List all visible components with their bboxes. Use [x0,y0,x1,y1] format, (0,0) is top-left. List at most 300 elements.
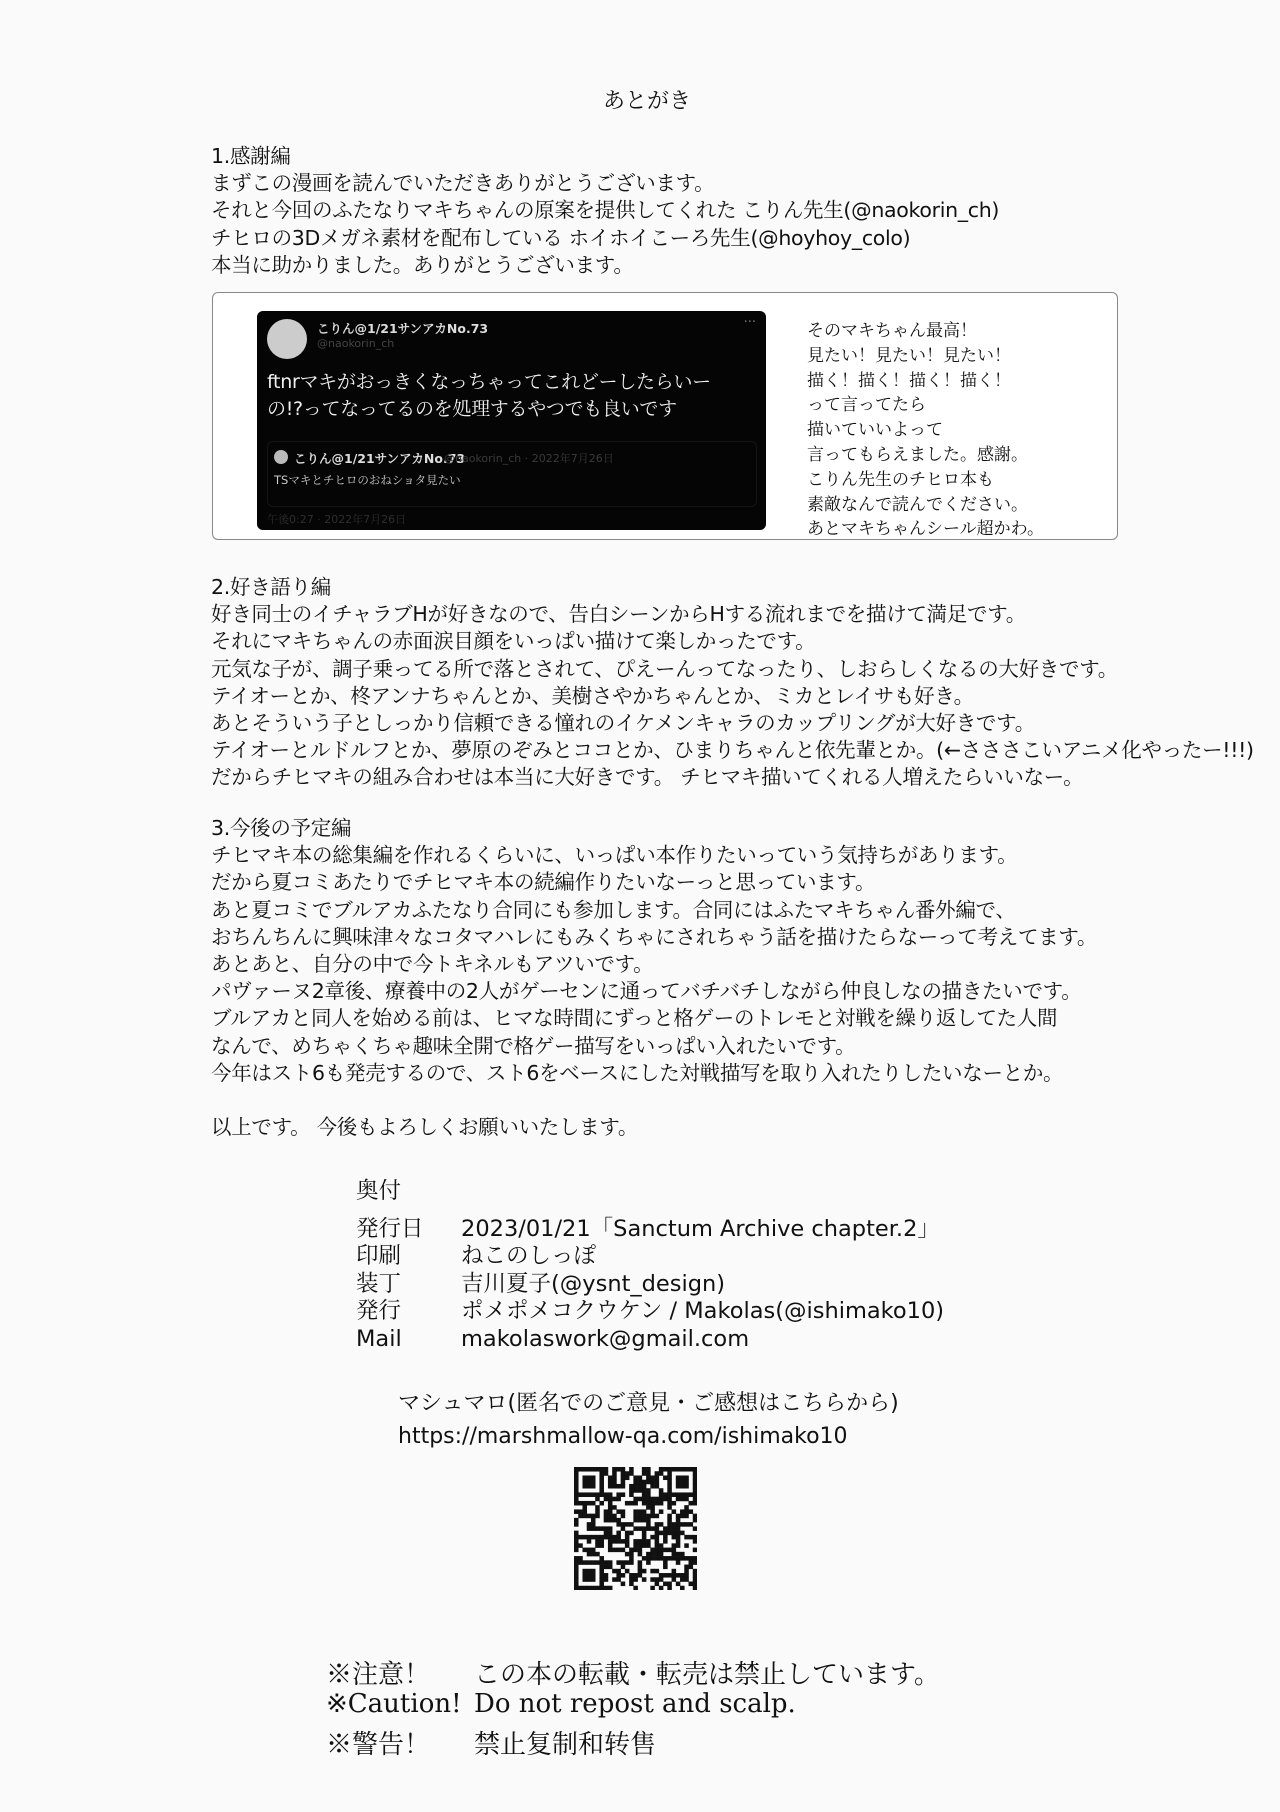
qr-module [684,1480,689,1485]
qr-module [587,1484,592,1489]
qr-module [633,1539,638,1544]
qr-module [616,1531,621,1536]
qr-module [629,1484,634,1489]
qr-module [595,1535,600,1540]
qr-module [676,1514,681,1519]
qr-module [574,1518,579,1523]
qr-module [646,1539,651,1544]
qr-module [574,1467,579,1472]
note-line: 言ってもらえました。感謝。 [807,444,1028,465]
qr-module [676,1531,681,1536]
qr-module [587,1569,592,1574]
qr-module [612,1569,617,1574]
qr-module [629,1582,634,1587]
qr-module [587,1586,592,1590]
qr-module [672,1492,677,1497]
qr-module [676,1497,681,1502]
qr-module [676,1475,681,1480]
qr-module [633,1573,638,1578]
qr-module [676,1560,681,1565]
qr-module [693,1577,697,1582]
qr-module [574,1522,579,1527]
qr-module [655,1497,660,1502]
qr-module [616,1573,621,1578]
qr-module [599,1573,604,1578]
qr-module [604,1560,609,1565]
qr-module [587,1548,592,1553]
qr-module [684,1573,689,1578]
qr-module [599,1543,604,1548]
marshmallow-url[interactable]: https://marshmallow-qa.com/ishimako10 [398,1424,848,1449]
qr-module [587,1577,592,1582]
qr-module [676,1522,681,1527]
qr-module [642,1467,647,1472]
qr-module [642,1569,647,1574]
qr-module [638,1565,643,1570]
qr-module [621,1509,626,1514]
qr-module [629,1501,634,1506]
qr-module [689,1467,694,1472]
qr-module [574,1586,579,1590]
qr-module [638,1543,643,1548]
qr-module [633,1526,638,1531]
qr-module [574,1569,579,1574]
qr-module [672,1543,677,1548]
warning-text: この本の転載・転売は禁止しています。 [474,1660,940,1690]
text-line: 今年はスト6も発売するので、スト6をベースにした対戦描写を取り入れたりしたいなーとか。 [211,1060,1064,1085]
qr-module [689,1560,694,1565]
qr-module [587,1475,592,1480]
qr-module [663,1539,668,1544]
qr-module [663,1497,668,1502]
marshmallow-label: マシュマロ(匿名でのご意見・ご感想はこちらから) [398,1391,899,1416]
qr-module [574,1497,579,1502]
qr-module [663,1565,668,1570]
qr-module [642,1488,647,1493]
qr-module [693,1582,697,1587]
qr-module [667,1471,672,1476]
qr-module [667,1573,672,1578]
qr-module [604,1535,609,1540]
qr-module [612,1480,617,1485]
qr-module [638,1480,643,1485]
colophon-value: ポメポメコクウケン / Makolas(@ishimako10) [461,1298,945,1324]
qr-module [591,1522,596,1527]
qr-module [587,1467,592,1472]
qr-module [646,1497,651,1502]
qr-module [672,1509,677,1514]
qr-module [659,1497,664,1502]
qr-module [650,1577,655,1582]
closing-text: 以上です。 今後もよろしくお願いいたします。 [211,1114,639,1139]
qr-module [676,1484,681,1489]
qr-module [676,1539,681,1544]
qr-module [659,1552,664,1557]
qr-module [663,1526,668,1531]
qr-module [655,1577,660,1582]
qr-module [667,1582,672,1587]
qr-module [616,1569,621,1574]
qr-module [604,1586,609,1590]
qr-module [587,1573,592,1578]
qr-module [642,1471,647,1476]
qr-module [578,1586,583,1590]
qr-module [655,1522,660,1527]
qr-module [608,1560,613,1565]
qr-module [633,1577,638,1582]
qr-module [659,1501,664,1506]
qr-module [642,1518,647,1523]
colophon-value: ねこのしっぽ [461,1243,597,1269]
qr-module [646,1560,651,1565]
section-thanks [211,143,999,279]
qr-module [655,1548,660,1553]
qr-module [595,1586,600,1590]
qr-module [591,1535,596,1540]
qr-module [582,1586,587,1590]
qr-module [667,1488,672,1493]
qr-module [684,1565,689,1570]
qr-module [574,1560,579,1565]
qr-module [591,1526,596,1531]
qr-module [629,1471,634,1476]
qr-module [693,1526,697,1531]
qr-module [582,1560,587,1565]
qr-module [599,1586,604,1590]
qr-module [608,1539,613,1544]
qr-module [663,1467,668,1472]
qr-module [582,1514,587,1519]
qr-module [599,1539,604,1544]
qr-module [578,1501,583,1506]
qr-module [574,1565,579,1570]
qr-code[interactable] [574,1467,697,1590]
qr-module [633,1488,638,1493]
qr-module [604,1526,609,1531]
tweet-handle: @naokorin_ch [317,337,395,350]
warning-key: ※Caution! [326,1689,462,1719]
qr-module [655,1552,660,1557]
note-line: 見たい！見たい！見たい！ [807,345,1011,366]
qr-module [672,1526,677,1531]
qr-module [650,1505,655,1510]
qr-module [629,1560,634,1565]
qr-module [642,1497,647,1502]
qr-module [587,1514,592,1519]
qr-module [621,1467,626,1472]
qr-module [667,1501,672,1506]
qr-module [595,1539,600,1544]
qr-module [638,1484,643,1489]
qr-module [693,1556,697,1561]
qr-module [672,1501,677,1506]
qr-module [693,1586,697,1590]
qr-module [616,1484,621,1489]
colophon-heading: 奥付 [356,1178,402,1204]
qr-module [684,1505,689,1510]
qr-module [676,1535,681,1540]
colophon-row [356,1216,944,1244]
qr-module [646,1467,651,1472]
qr-module [693,1480,697,1485]
qr-module [578,1492,583,1497]
qr-module [676,1573,681,1578]
qr-module [629,1577,634,1582]
qr-module [599,1471,604,1476]
qr-module [689,1556,694,1561]
qr-module [621,1514,626,1519]
qr-module [642,1501,647,1506]
qr-module [608,1535,613,1540]
qr-module [608,1526,613,1531]
qr-module [591,1467,596,1472]
page-title: あとがき [602,89,691,114]
qr-module [574,1475,579,1480]
qr-module [625,1475,630,1480]
qr-module [638,1548,643,1553]
qr-module [629,1488,634,1493]
qr-module [616,1492,621,1497]
qr-module [625,1552,630,1557]
qr-module [574,1484,579,1489]
qr-module [684,1543,689,1548]
qr-module [655,1569,660,1574]
qr-module [587,1522,592,1527]
text-line: パヴァーヌ2章後、療養中の2人がゲーセンに通ってバチバチしながら仲良しなの描きたいです。 [211,979,1082,1004]
qr-module [621,1573,626,1578]
qr-module [650,1475,655,1480]
text-line: チヒマキ本の総集編を作れるくらいに、いっぱい本作りたいっていう気持ちがあります。 [211,843,1018,868]
qr-module [693,1535,697,1540]
colophon-row [356,1243,944,1271]
qr-module [612,1467,617,1472]
qr-module [625,1471,630,1476]
qr-module [693,1514,697,1519]
qr-module [646,1526,651,1531]
qr-module [604,1492,609,1497]
qr-module [642,1509,647,1514]
qr-module [663,1531,668,1536]
qr-module [646,1501,651,1506]
qr-module [676,1552,681,1557]
qr-module [616,1522,621,1527]
text-line: ブルアカと同人を始める前は、ヒマな時間にずっと格ゲーのトレモと対戦を繰り返してた人間 [211,1006,1058,1031]
qr-module [667,1522,672,1527]
qr-module [650,1497,655,1502]
qr-module [612,1471,617,1476]
tweet-box [212,292,1118,540]
qr-module [621,1471,626,1476]
qr-module [684,1514,689,1519]
qr-module [625,1535,630,1540]
qr-module [612,1518,617,1523]
tweet-time: 午後0:27 · 2022年7月26日 [267,513,407,526]
qr-module [693,1518,697,1523]
qr-module [616,1560,621,1565]
qr-module [599,1492,604,1497]
qr-module [689,1492,694,1497]
qr-module [604,1565,609,1570]
qr-module [638,1518,643,1523]
qr-module [599,1535,604,1540]
qr-module [684,1509,689,1514]
qr-module [693,1492,697,1497]
qr-module [655,1531,660,1536]
qr-module [608,1484,613,1489]
qr-module [650,1484,655,1489]
qr-module [582,1509,587,1514]
qr-module [599,1556,604,1561]
qr-module [650,1556,655,1561]
qr-module [574,1480,579,1485]
warning-key: ※警告！ [326,1730,431,1760]
qr-module [629,1531,634,1536]
qr-module [608,1543,613,1548]
qr-module [587,1501,592,1506]
qr-module [591,1518,596,1523]
qr-module [621,1565,626,1570]
qr-module [650,1514,655,1519]
text-line: あと夏コミでブルアカふたなり合同にも参加します。合同にはふたマキちゃん番外編で、 [211,897,1016,922]
qr-module [595,1505,600,1510]
qr-module [676,1467,681,1472]
avatar [267,319,307,359]
qr-module [621,1480,626,1485]
qr-module [582,1569,587,1574]
text-line: おちんちんに興味津々なコタマハレにもみくちゃにされちゃう話を描けたらなーって考えてます。 [211,924,1098,949]
qr-module [659,1573,664,1578]
quote-author: こりん@1/21サンアカNo.73 [294,451,466,466]
qr-module [604,1577,609,1582]
section-heading: 1.感謝編 [211,144,291,168]
qr-module [595,1497,600,1502]
qr-module [684,1497,689,1502]
qr-module [574,1539,579,1544]
qr-module [659,1556,664,1561]
qr-module [650,1548,655,1553]
qr-module [684,1522,689,1527]
qr-module [625,1531,630,1536]
qr-module [582,1573,587,1578]
qr-module [591,1560,596,1565]
qr-module [667,1531,672,1536]
qr-module [680,1467,685,1472]
qr-module [591,1501,596,1506]
qr-module [574,1501,579,1506]
text-line: だからチヒマキの組み合わせは本当に大好きです。 チヒマキ描いてくれる人増えたらいいなー。 [211,765,1084,790]
qr-module [621,1526,626,1531]
marshmallow [398,1387,899,1453]
qr-module [642,1535,647,1540]
avatar [274,450,288,464]
qr-module [672,1552,677,1557]
qr-module [616,1577,621,1582]
qr-module [582,1577,587,1582]
warning-key: ※注意！ [326,1660,431,1690]
qr-module [680,1492,685,1497]
qr-module [693,1539,697,1544]
qr-module [599,1565,604,1570]
qr-module [625,1522,630,1527]
qr-module [629,1492,634,1497]
qr-module [655,1501,660,1506]
note-line: 描いていいよって [807,420,943,441]
qr-module [672,1577,677,1582]
qr-module [676,1556,681,1561]
qr-module [642,1577,647,1582]
qr-module [689,1582,694,1587]
qr-module [595,1509,600,1514]
qr-module [680,1497,685,1502]
qr-module [659,1586,664,1590]
more-icon: ··· [743,315,756,330]
qr-module [591,1573,596,1578]
qr-module [595,1526,600,1531]
qr-module [612,1497,617,1502]
qr-module [659,1492,664,1497]
qr-module [689,1535,694,1540]
colophon [356,1178,944,1353]
qr-module [604,1471,609,1476]
quoted-tweet [267,441,757,507]
section-heading: 2.好き語り編 [211,575,331,599]
qr-module [591,1569,596,1574]
qr-module [650,1569,655,1574]
tweet-line: ftnrマキがおっきくなっちゃってこれどーしたらいー [267,371,711,393]
qr-module [595,1467,600,1472]
qr-module [680,1522,685,1527]
qr-module [663,1573,668,1578]
qr-module [608,1518,613,1523]
qr-module [574,1535,579,1540]
qr-module [684,1556,689,1561]
qr-module [616,1509,621,1514]
qr-module [693,1484,697,1489]
qr-module [663,1556,668,1561]
text-line: テイオーとルドルフとか、夢原のぞみとココとか、ひまりちゃんと依先輩とか。(←さささこいアニメ化やったー!!!) [211,738,1254,763]
qr-module [595,1552,600,1557]
qr-module [616,1497,621,1502]
qr-module [638,1497,643,1502]
qr-module [646,1492,651,1497]
qr-module [599,1501,604,1506]
qr-module [642,1526,647,1531]
qr-module [574,1531,579,1536]
qr-module [638,1475,643,1480]
qr-module [578,1535,583,1540]
note-line: 描く！描く！描く！描く！ [807,370,1011,391]
qr-module [659,1467,664,1472]
qr-module [574,1577,579,1582]
qr-module [604,1514,609,1519]
text-line: だから夏コミあたりでチヒマキ本の続編作りたいなーっと思っています。 [211,870,876,895]
text-line: 本当に助かりました。ありがとうございます。 [211,252,634,277]
qr-module [625,1569,630,1574]
qr-module [608,1501,613,1506]
qr-module [672,1556,677,1561]
qr-module [608,1565,613,1570]
text-line: それにマキちゃんの赤面涙目顔をいっぱい描けて楽しかったです。 [211,629,816,654]
qr-module [650,1501,655,1506]
colophon-key: 発行 [356,1298,402,1324]
qr-module [667,1484,672,1489]
qr-module [693,1548,697,1553]
qr-module [642,1543,647,1548]
qr-module [599,1569,604,1574]
qr-module [650,1586,655,1590]
qr-module [667,1586,672,1590]
warning-row [326,1689,940,1724]
